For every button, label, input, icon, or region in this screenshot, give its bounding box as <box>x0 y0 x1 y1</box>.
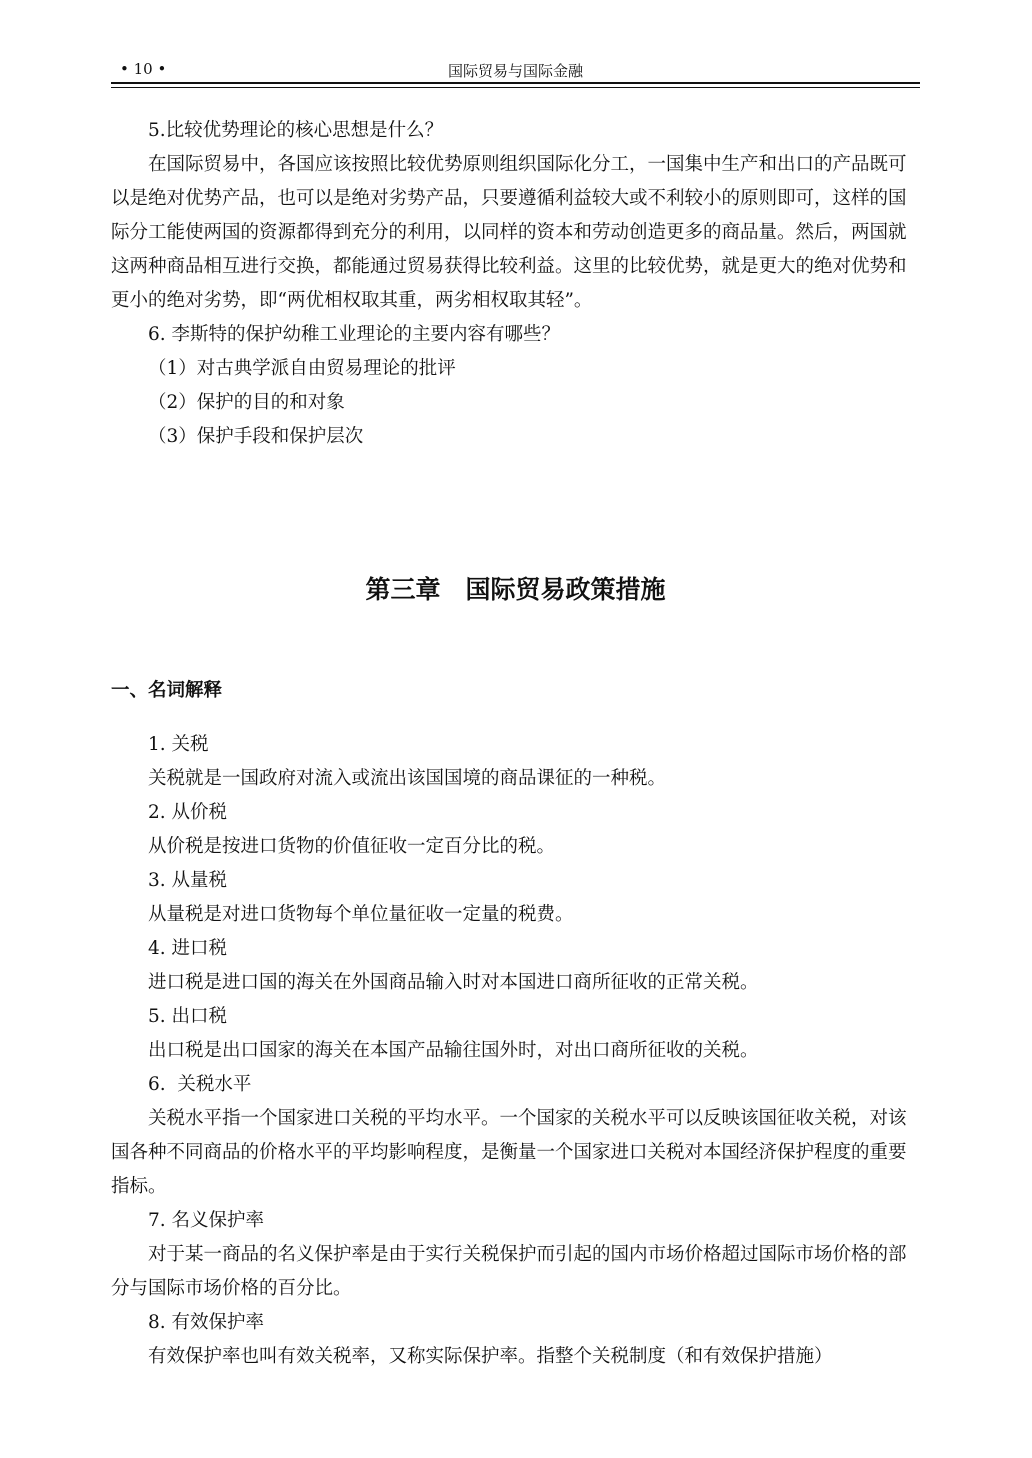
previous-section-content <box>111 114 920 454</box>
running-title: 国际贸易与国际金融 <box>447 62 583 80</box>
definition-term: 4. 进口税 <box>148 938 228 959</box>
definition-term: 3. 从量税 <box>148 870 228 891</box>
definition-term: 1. 关税 <box>148 734 209 755</box>
answer-6-item: （2）保护的目的和对象 <box>148 392 345 413</box>
definition-term: 2. 从价税 <box>148 802 228 823</box>
definition-text: 从量税是对进口货物每个单位量征收一定量的税费。 <box>148 904 574 925</box>
definition-text: 出口税是出口国家的海关在本国产品输往国外时，对出口商所征收的关税。 <box>148 1040 759 1061</box>
definition-text: 进口税是进口国的海关在外国商品输入时对本国进口商所征收的正常关税。 <box>148 972 759 993</box>
answer-6-item: （3）保护手段和保护层次 <box>148 426 364 447</box>
answer-5: 在国际贸易中，各国应该按照比较优势原则组织国际化分工，一国集中生产和出口的产品既可以是绝对优势产品，也可以是绝对劣势产品，只要遵循利益较大或不利较小的原则即可，这样的国际分工能使两国的资源都得到充分的利用，以同样的资本和劳动创造更多的商品量。然后，两国就这两种商品相互进行交换，都能通过贸易获得比较利益。这里的比较优势，就是更大的绝对优势和更小的绝对劣势，即“两优相权取其重，两劣相权取其轻”。 <box>111 154 907 311</box>
definition-term: 7. 名义保护率 <box>148 1210 265 1231</box>
question-6: 6. 李斯特的保护幼稚工业理论的主要内容有哪些？ <box>148 324 561 345</box>
header-rule-thin <box>111 87 920 88</box>
definition-text: 关税水平指一个国家进口关税的平均水平。一个国家的关税水平可以反映该国征收关税，对该国各种不同商品的价格水平的平均影响程度，是衡量一个国家进口关税对本国经济保护程度的重要指标。 <box>111 1108 907 1197</box>
definition-text: 有效保护率也叫有效关税率，又称实际保护率。指整个关税制度（和有效保护措施） <box>148 1346 833 1367</box>
definition-term: 5. 出口税 <box>148 1006 228 1027</box>
definition-text: 关税就是一国政府对流入或流出该国国境的商品课征的一种税。 <box>148 768 667 789</box>
definition-term: 8. 有效保护率 <box>148 1312 265 1333</box>
question-5: 5.比较优势理论的核心思想是什么？ <box>148 120 444 141</box>
definition-term: 6. 关税水平 <box>148 1074 252 1095</box>
definition-text: 对于某一商品的名义保护率是由于实行关税保护而引起的国内市场价格超过国际市场价格的部分与国际市场价格的百分比。 <box>111 1244 907 1299</box>
section-heading: 一、名词解释 <box>111 680 223 701</box>
definitions-list <box>111 728 920 1374</box>
header-rule-thick <box>111 82 920 84</box>
page-number: • 10 • <box>120 60 167 78</box>
answer-6-item: （1）对古典学派自由贸易理论的批评 <box>148 358 456 379</box>
page-header <box>111 60 920 82</box>
definition-text: 从价税是按进口货物的价值征收一定百分比的税。 <box>148 836 556 857</box>
chapter-title: 第三章 国际贸易政策措施 <box>365 575 666 604</box>
